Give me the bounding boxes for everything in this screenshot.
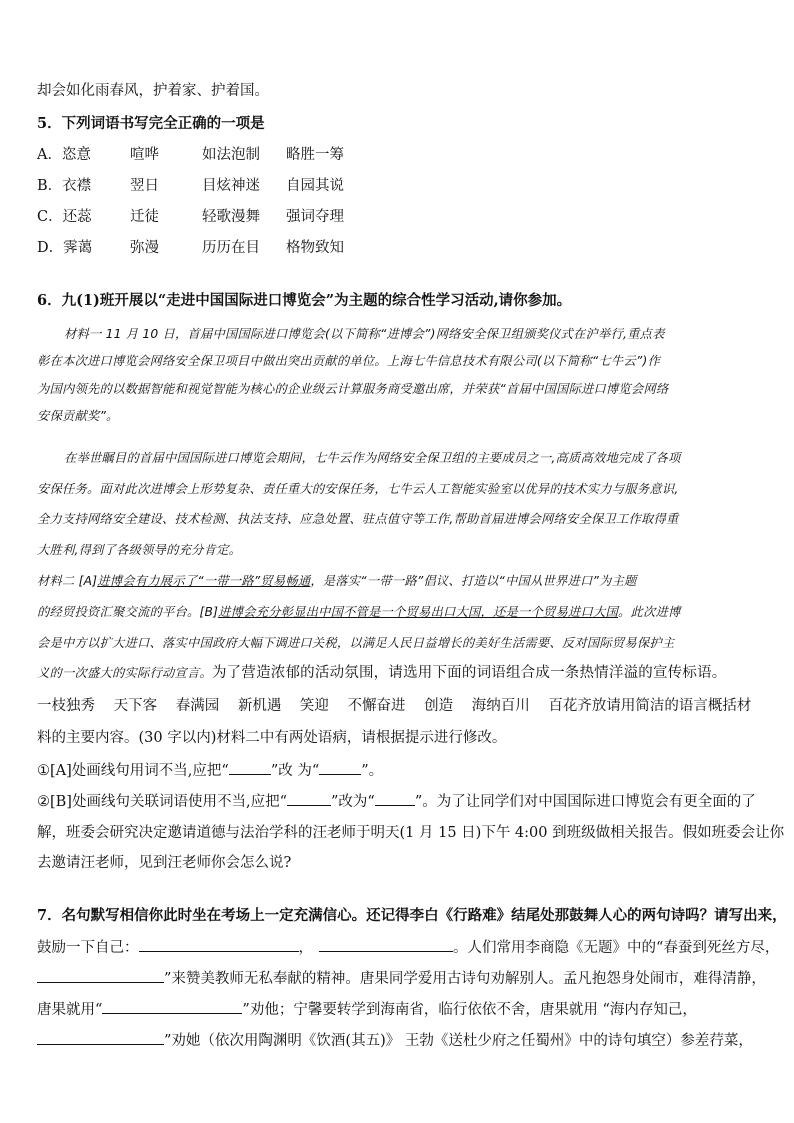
underlined-sentence-b: 进博会充分彰显出中国不管是一个贸易出口大国，还是一个贸易进口大国 — [218, 605, 618, 619]
fix-b-text: ”。为了让同学们对中国国际进口博览会有更全面的了 — [414, 794, 756, 810]
q7-line — [37, 968, 764, 989]
invite-line: 去邀请汪老师，见到汪老师你会怎么说? — [37, 855, 292, 871]
option-word: 目炫神迷 — [202, 178, 260, 194]
answer-blank[interactable] — [229, 760, 271, 775]
q7-text: ”劝他；宁馨要转学到海南省，临行依依不舍，唐果就用 “海内存知己， — [242, 1002, 697, 1018]
material-1b-line: 在举世瞩目的首届中国国际进口博览会期间，七牛云作为网络安全保卫组的主要成员之一,高质高效地完成了各项 — [64, 451, 681, 465]
carryover-line: 却会如化雨春风，护着家、护着国。 — [37, 83, 269, 99]
q7-text: ， — [298, 940, 313, 956]
material-1b-line: 大胜利,得到了各级领导的充分肯定。 — [37, 543, 242, 557]
option-d — [37, 238, 374, 258]
q7-line — [37, 1030, 764, 1051]
word-bank-line: 一枝独秀 天下客 春满园 新机遇 笑迎 不懈奋进 创造 海纳百川 百花齐放请用简洁的语言概括材 — [37, 698, 752, 714]
underlined-sentence-a: 进博会有力展示了“一带一路”贸易畅通 — [97, 574, 311, 588]
material-1b-line: 安保任务。面对此次进博会上形势复杂、责任重大的安保任务，七牛云人工智能实验室以优异的技术实力与服务意识, — [37, 482, 679, 496]
option-word: 翌日 — [130, 178, 159, 194]
material-1-line: 安保贡献奖”。 — [37, 409, 119, 423]
slogan-instruction: 为了营造浓郁的活动氛围，请选用下面的词语组合成一条热情洋溢的宣传标语。 — [211, 665, 727, 681]
option-word: 迁徒 — [130, 209, 159, 225]
material-2-line — [37, 572, 764, 590]
option-c — [37, 207, 374, 227]
question-7-stem: 7．名句默写相信你此时坐在考场上一定充满信心。还记得李白《行路难》结尾处那鼓舞人心的两句诗吗？请写出来， — [37, 907, 787, 924]
q7-text: 鼓励一下自己： — [37, 940, 139, 956]
material-2-label: 材料二 [A] — [37, 574, 98, 588]
q7-text: 唐果就用“ — [37, 1002, 103, 1018]
material-2-line — [37, 664, 764, 682]
answer-blank[interactable] — [319, 937, 453, 952]
answer-blank[interactable] — [37, 968, 164, 983]
fix-b-text: ”改为“ — [331, 794, 375, 810]
material-1b-line: 全力支持网络安全建设、技术检测、执法支持、应急处置、驻点值守等工作,帮助首届进博会网络安全保卫工作取得重 — [37, 512, 679, 526]
option-word: 如法泡制 — [202, 147, 260, 163]
answer-blank[interactable] — [102, 999, 242, 1014]
fix-a-line — [37, 760, 764, 781]
material-1-line: 材料一 11 月 10 日，首届中国国际进口博览会(以下简称“进博会”)网络安全保卫组颁奖仪式在沪举行,重点表 — [64, 327, 665, 341]
summary-instruction: 料的主要内容。(30 字以内)材料二中有两处语病，请根据提示进行修改。 — [37, 730, 507, 746]
fix-a-text: ”改 为“ — [270, 763, 320, 779]
fix-b-line — [37, 791, 764, 812]
option-word: 强词夺理 — [286, 209, 344, 225]
option-a — [37, 145, 374, 165]
q7-text: 。人们常用李商隐《无题》中的“春蚕到死丝方尽， — [453, 940, 780, 956]
option-label: D．霁蔼 — [37, 240, 93, 256]
q7-line — [37, 999, 764, 1020]
option-word: 格物致知 — [286, 240, 344, 256]
option-word: 弥漫 — [130, 240, 159, 256]
material-2-text: 的经贸投资汇聚交流的平台。[B] — [37, 605, 219, 619]
option-word: 自园其说 — [286, 178, 344, 194]
material-2-text: 义的一次盛大的实际行动宣言。 — [37, 666, 212, 680]
material-1-line: 彰在本次进口博览会网络安全保卫项目中做出突出贡献的单位。上海七牛信息技术有限公司(以下简称“七牛云”)作 — [37, 354, 660, 368]
material-2-line — [37, 603, 764, 621]
option-label: A．恣意 — [37, 147, 91, 163]
option-word: 喧哗 — [130, 147, 159, 163]
material-2-text: 。此次进博 — [618, 605, 681, 619]
answer-blank[interactable] — [287, 791, 331, 806]
answer-blank[interactable] — [139, 937, 299, 952]
fix-b-text: ②[B]处画线句关联词语使用不当,应把“ — [37, 794, 287, 810]
answer-blank[interactable] — [375, 791, 415, 806]
option-label: C．还蕊 — [37, 209, 92, 225]
q7-text: ”劝她（依次用陶渊明《饮酒(其五)》 王勃《送杜少府之任蜀州》中的诗句填空）参差荇菜， — [164, 1033, 753, 1049]
question-5-stem: 5．下列词语书写完全正确的一项是 — [37, 115, 265, 132]
option-word: 略胜一筹 — [286, 147, 344, 163]
invite-line: 解，班委会研究决定邀请道德与法治学科的汪老师于明天(1 月 15 日)下午 4:00 到班级做相关报告。假如班委会让你 — [37, 825, 785, 841]
option-b — [37, 176, 374, 196]
fix-a-text: ”。 — [361, 763, 384, 779]
answer-blank[interactable] — [319, 760, 361, 775]
material-1-line: 为国内领先的以数据智能和视觉智能为核心的企业级云计算服务商受邀出席，并荣获“首届中国国际进口博览会网络 — [37, 382, 669, 396]
q7-text: ”来赞美教师无私奉献的精神。唐果同学爱用古诗句劝解别人。孟凡抱怨身处闹市，难得清静， — [164, 971, 766, 987]
question-6-stem: 6．九(1)班开展以“走进中国国际进口博览会”为主题的综合性学习活动,请你参加。 — [37, 292, 572, 309]
option-word: 轻歌漫舞 — [202, 209, 260, 225]
option-label: B．衣襟 — [37, 178, 92, 194]
fix-a-text: ①[A]处画线句用词不当,应把“ — [37, 763, 229, 779]
material-2-line: 会是中方以扩大进口、落实中国政府大幅下调进口关税，以满足人民日益增长的美好生活需要、反对国际贸易保护主 — [37, 636, 675, 650]
material-2-text: ，是落实“一带一路”倡议、打造以“中国从世界进口”为主题 — [310, 574, 637, 588]
q7-line — [37, 937, 780, 958]
answer-blank[interactable] — [37, 1030, 164, 1045]
option-word: 历历在目 — [202, 240, 260, 256]
